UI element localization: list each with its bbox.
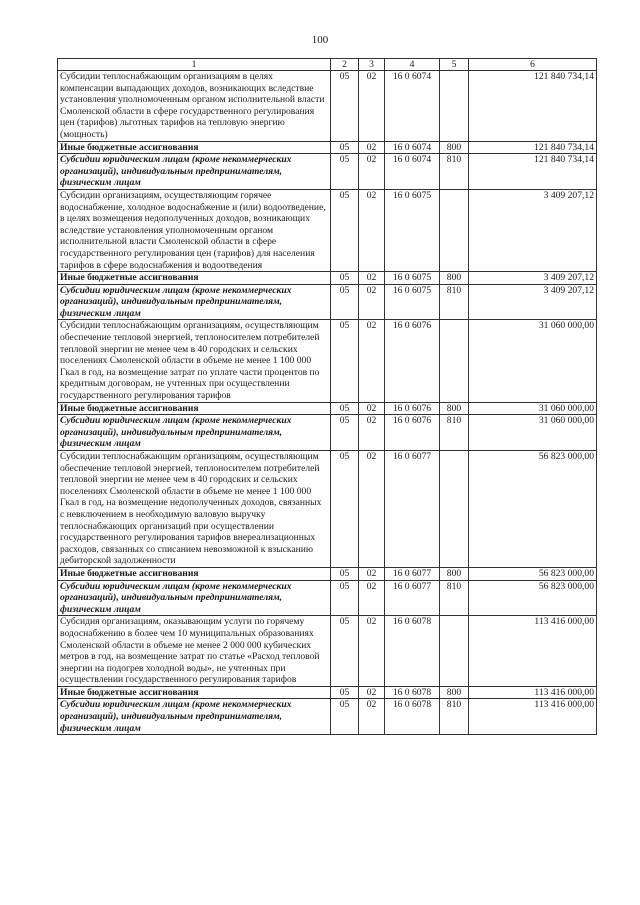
row-subsection-cell: 02 <box>359 402 385 415</box>
row-expense-type-cell <box>440 616 469 687</box>
row-description-cell: Субсидии организациям, осуществляющим горячее водоснабжение, холодное водоснабжение и (или) водоотведение, в целях возмещения недополученных доходов, возникающих вследствие установления уполномоченным органом исполнительной власти Смоленской области в сфере государственного регулирования цен (тарифов) для населения тарифов в сфере водоснабжения и водоотведения <box>58 189 331 271</box>
row-target-article-cell: 16 0 6076 <box>385 402 440 415</box>
row-expense-type-cell: 810 <box>440 699 469 735</box>
row-subsection-cell: 02 <box>359 415 385 451</box>
row-section-cell: 05 <box>331 451 359 568</box>
row-section-cell: 05 <box>331 141 359 154</box>
row-expense-type-cell: 800 <box>440 141 469 154</box>
header-cell-expense-type: 5 <box>440 59 469 71</box>
row-expense-type-cell: 800 <box>440 402 469 415</box>
row-description-cell: Субсидии юридическим лицам (кроме некоммерческих организаций), индивидуальным предпринимателям, физическим лицам <box>58 154 331 190</box>
table-row <box>58 320 597 402</box>
table-row <box>58 415 597 451</box>
row-description-cell: Субсидии юридическим лицам (кроме некоммерческих организаций), индивидуальным предпринимателям, физическим лицам <box>58 284 331 320</box>
row-expense-type-cell: 810 <box>440 154 469 190</box>
row-expense-type-cell: 800 <box>440 272 469 285</box>
row-target-article-cell: 16 0 6077 <box>385 567 440 580</box>
row-expense-type-cell <box>440 451 469 568</box>
row-section-cell: 05 <box>331 567 359 580</box>
row-section-cell: 05 <box>331 284 359 320</box>
row-section-cell: 05 <box>331 272 359 285</box>
row-target-article-cell: 16 0 6078 <box>385 699 440 735</box>
row-subsection-cell: 02 <box>359 686 385 699</box>
row-section-cell: 05 <box>331 189 359 271</box>
table-row <box>58 141 597 154</box>
row-subsection-cell: 02 <box>359 320 385 402</box>
header-cell-section: 2 <box>331 59 359 71</box>
row-target-article-cell: 16 0 6078 <box>385 686 440 699</box>
header-cell-amount: 6 <box>469 59 597 71</box>
row-expense-type-cell: 800 <box>440 567 469 580</box>
table-row <box>58 284 597 320</box>
row-amount-cell: 31 060 000,00 <box>469 402 597 415</box>
row-description-cell: Иные бюджетные ассигнования <box>58 141 331 154</box>
row-target-article-cell: 16 0 6074 <box>385 154 440 190</box>
row-section-cell: 05 <box>331 402 359 415</box>
row-subsection-cell: 02 <box>359 154 385 190</box>
row-amount-cell: 121 840 734,14 <box>469 154 597 190</box>
row-amount-cell: 121 840 734,14 <box>469 141 597 154</box>
table-row <box>58 71 597 142</box>
row-subsection-cell: 02 <box>359 272 385 285</box>
table-row <box>58 699 597 735</box>
row-amount-cell: 113 416 000,00 <box>469 699 597 735</box>
table-row <box>58 616 597 687</box>
header-cell-target-article: 4 <box>385 59 440 71</box>
row-target-article-cell: 16 0 6074 <box>385 141 440 154</box>
header-cell-subsection: 3 <box>359 59 385 71</box>
row-description-cell: Иные бюджетные ассигнования <box>58 272 331 285</box>
row-amount-cell: 3 409 207,12 <box>469 272 597 285</box>
row-subsection-cell: 02 <box>359 616 385 687</box>
table-row <box>58 686 597 699</box>
row-description-cell: Субсидии юридическим лицам (кроме некоммерческих организаций), индивидуальным предпринимателям, физическим лицам <box>58 415 331 451</box>
row-description-cell: Субсидия организациям, оказывающим услуги по горячему водоснабжению в более чем 10 муниципальных образованиях Смоленской области в объеме не менее 2 000 000 кубических метров в год, на возмещение затрат по статье «Расход тепловой энергии на подогрев холодной воды», не учтенных при осуществлении государственного регулирования тарифов <box>58 616 331 687</box>
header-cell-description: 1 <box>58 59 331 71</box>
row-amount-cell: 3 409 207,12 <box>469 284 597 320</box>
row-expense-type-cell <box>440 189 469 271</box>
row-description-cell: Иные бюджетные ассигнования <box>58 686 331 699</box>
row-amount-cell: 31 060 000,00 <box>469 320 597 402</box>
row-amount-cell: 56 823 000,00 <box>469 580 597 616</box>
budget-table <box>57 58 597 735</box>
row-expense-type-cell <box>440 71 469 142</box>
row-section-cell: 05 <box>331 71 359 142</box>
row-target-article-cell: 16 0 6075 <box>385 272 440 285</box>
row-expense-type-cell: 800 <box>440 686 469 699</box>
row-section-cell: 05 <box>331 699 359 735</box>
row-description-cell: Субсидии юридическим лицам (кроме некоммерческих организаций), индивидуальным предпринимателям, физическим лицам <box>58 580 331 616</box>
row-description-cell: Субсидии юридическим лицам (кроме некоммерческих организаций), индивидуальным предпринимателям, физическим лицам <box>58 699 331 735</box>
table-row <box>58 189 597 271</box>
row-section-cell: 05 <box>331 686 359 699</box>
table-row <box>58 402 597 415</box>
table-row <box>58 272 597 285</box>
row-section-cell: 05 <box>331 154 359 190</box>
row-expense-type-cell: 810 <box>440 284 469 320</box>
row-subsection-cell: 02 <box>359 284 385 320</box>
row-target-article-cell: 16 0 6075 <box>385 284 440 320</box>
row-section-cell: 05 <box>331 580 359 616</box>
row-subsection-cell: 02 <box>359 141 385 154</box>
page-number: 100 <box>311 34 329 46</box>
table-row <box>58 580 597 616</box>
row-description-cell: Иные бюджетные ассигнования <box>58 567 331 580</box>
table-row <box>58 567 597 580</box>
row-description-cell: Субсидии теплоснабжающим организациям, осуществляющим обеспечение тепловой энергией, теплоносителем потребителей тепловой энергии не менее чем в 40 городских и сельских поселениях Смоленской области в объеме не менее 1 100 000 Гкал в год, на возмещение затрат по уплате части процентов по кредитным договорам, не учтенных при осуществлении государственного регулирования тарифов <box>58 320 331 402</box>
table-row <box>58 451 597 568</box>
row-target-article-cell: 16 0 6075 <box>385 189 440 271</box>
row-target-article-cell: 16 0 6074 <box>385 71 440 142</box>
row-expense-type-cell: 810 <box>440 580 469 616</box>
row-section-cell: 05 <box>331 616 359 687</box>
row-subsection-cell: 02 <box>359 189 385 271</box>
row-amount-cell: 121 840 734,14 <box>469 71 597 142</box>
row-target-article-cell: 16 0 6077 <box>385 580 440 616</box>
row-target-article-cell: 16 0 6076 <box>385 415 440 451</box>
row-subsection-cell: 02 <box>359 699 385 735</box>
row-description-cell: Иные бюджетные ассигнования <box>58 402 331 415</box>
row-section-cell: 05 <box>331 320 359 402</box>
row-target-article-cell: 16 0 6077 <box>385 451 440 568</box>
header-row <box>58 59 597 71</box>
row-subsection-cell: 02 <box>359 451 385 568</box>
row-amount-cell: 113 416 000,00 <box>469 686 597 699</box>
row-description-cell: Субсидии теплоснабжающим организациям в целях компенсации выпадающих доходов, возникающих вследствие установления уполномоченным органом исполнительной власти Смоленской области в сфере государственного регулирования цен (тарифов) льготных тарифов на тепловую энергию (мощность) <box>58 71 331 142</box>
row-amount-cell: 3 409 207,12 <box>469 189 597 271</box>
row-expense-type-cell <box>440 320 469 402</box>
row-amount-cell: 56 823 000,00 <box>469 451 597 568</box>
row-expense-type-cell: 810 <box>440 415 469 451</box>
row-subsection-cell: 02 <box>359 567 385 580</box>
table-body <box>58 71 597 735</box>
row-amount-cell: 113 416 000,00 <box>469 616 597 687</box>
row-subsection-cell: 02 <box>359 580 385 616</box>
row-amount-cell: 31 060 000,00 <box>469 415 597 451</box>
row-description-cell: Субсидии теплоснабжающим организациям, осуществляющим обеспечение тепловой энергией, теплоносителем потребителей тепловой энергии не менее чем в 40 городских и сельских поселениях Смоленской области в объеме не менее 1 100 000 Гкал в год, на возмещение недополученных доходов, связанных с невключением в необходимую валовую выручку теплоснабжающих организаций при осуществлении государственного регулирования тарифов внереализационных расходов, связанных со списанием невозможной к взысканию дебиторской задолженности <box>58 451 331 568</box>
table-row <box>58 154 597 190</box>
row-target-article-cell: 16 0 6076 <box>385 320 440 402</box>
row-subsection-cell: 02 <box>359 71 385 142</box>
row-amount-cell: 56 823 000,00 <box>469 567 597 580</box>
row-target-article-cell: 16 0 6078 <box>385 616 440 687</box>
row-section-cell: 05 <box>331 415 359 451</box>
